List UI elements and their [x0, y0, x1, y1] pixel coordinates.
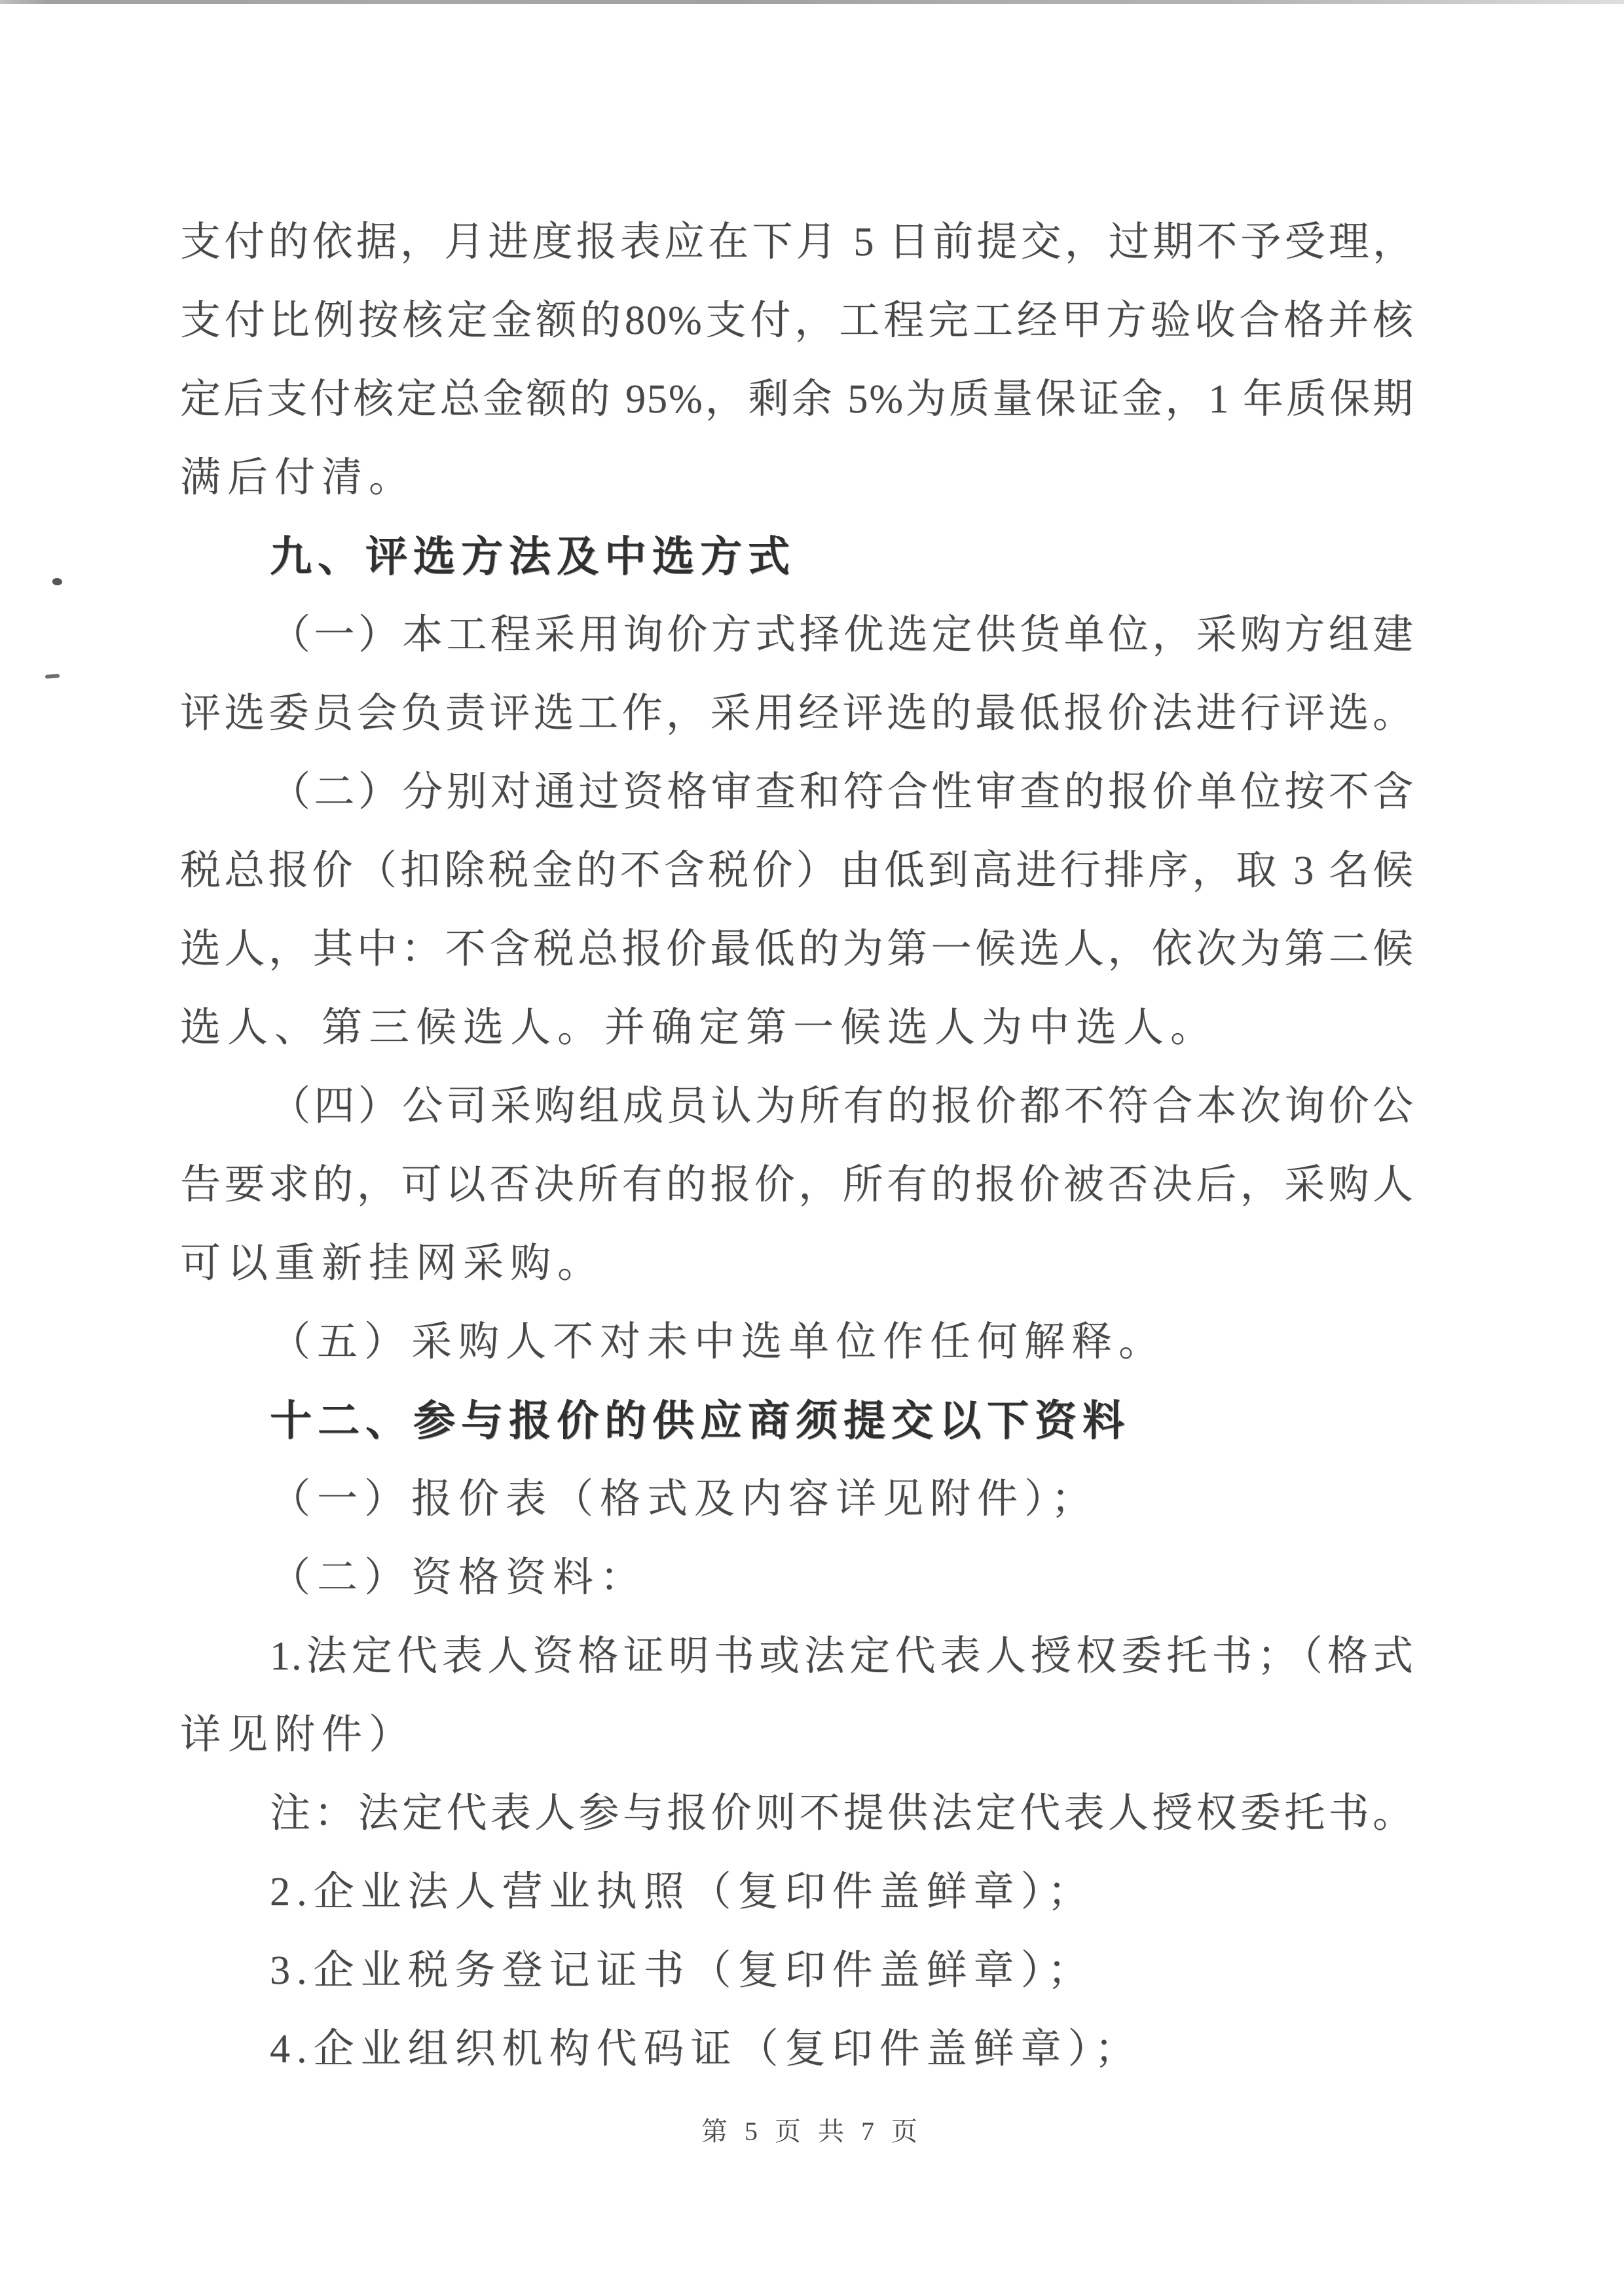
text-line: 可以重新挂网采购。 — [180, 1241, 605, 1286]
text-line: 选人，其中：不含税总报价最低的为第一候选人，依次为第二候 — [180, 927, 1414, 972]
text-line: 支付的依据，月进度报表应在下月 5 日前提交，过期不予受理， — [180, 220, 1414, 264]
section-heading: 九、评选方法及中选方式 — [270, 533, 796, 580]
text-line: 税总报价（扣除税金的不含税价）由低到高进行排序，取 3 名候 — [180, 848, 1414, 893]
text-line: 1.法定代表人资格证明书或法定代表人授权委托书；（格式 — [270, 1634, 1414, 1679]
text-line: 详见附件） — [180, 1713, 416, 1757]
page-number: 第 5 页 共 7 页 — [701, 2117, 923, 2146]
text-line: 评选委员会负责评选工作，采用经评选的最低报价法进行评选。 — [180, 691, 1414, 736]
text-line: 告要求的，可以否决所有的报价，所有的报价被否决后，采购人 — [180, 1163, 1414, 1207]
text-line: 支付比例按核定金额的80%支付，工程完工经甲方验收合格并核 — [180, 299, 1414, 343]
text-line: （一）报价表（格式及内容详见附件）； — [270, 1477, 1099, 1522]
text-line: 3.企业税务登记证书（复印件盖鲜章）； — [270, 1948, 1095, 1993]
document-body — [180, 203, 1414, 2088]
text-line: （四）公司采购组成员认为所有的报价都不符合本次询价公 — [270, 1084, 1414, 1129]
scan-artifact-top-line — [0, 0, 1624, 4]
text-line: 定后支付核定总金额的 95%，剩余 5%为质量保证金，1 年质保期 — [180, 377, 1414, 422]
text-line: （二）分别对通过资格审查和符合性审查的报价单位按不含 — [270, 770, 1414, 814]
text-line: 2.企业法人营业执照（复印件盖鲜章）； — [270, 1870, 1095, 1914]
section-heading: 十二、参与报价的供应商须提交以下资料 — [270, 1397, 1130, 1444]
scan-speck-icon — [45, 674, 60, 679]
text-line: （五）采购人不对未中选单位作任何解释。 — [270, 1320, 1166, 1364]
text-line: （二）资格资料： — [270, 1556, 648, 1600]
text-line: 选人、第三候选人。并确定第一候选人为中选人。 — [180, 1006, 1218, 1050]
text-line: 注：法定代表人参与报价则不提供法定代表人授权委托书。 — [270, 1791, 1414, 1836]
text-line: 4.企业组织机构代码证（复印件盖鲜章）； — [270, 2027, 1142, 2071]
text-line: （一）本工程采用询价方式择优选定供货单位，采购方组建 — [270, 613, 1414, 657]
text-line: 满后付清。 — [180, 456, 416, 500]
scan-speck-icon — [52, 578, 62, 585]
